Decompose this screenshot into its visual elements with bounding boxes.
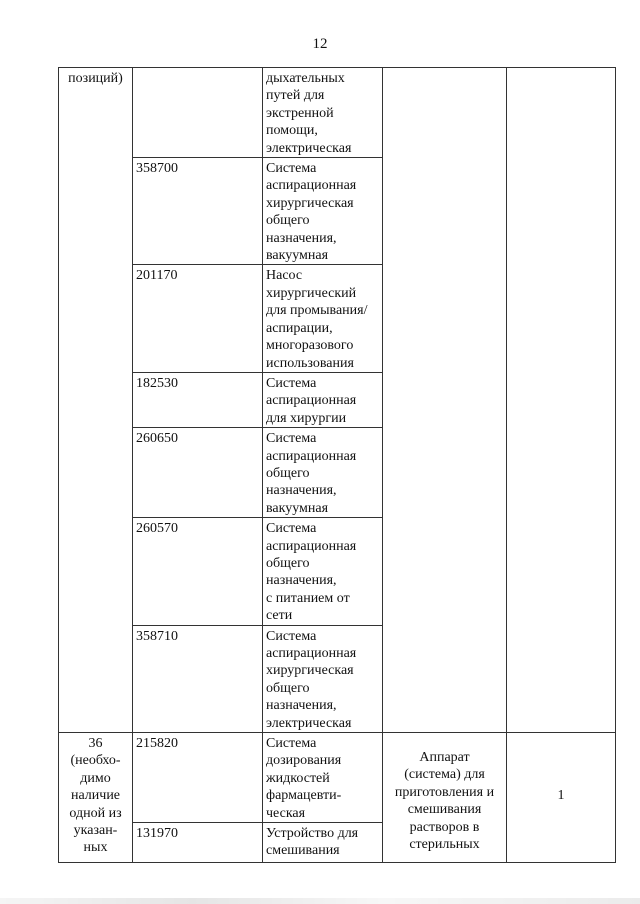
type-cell [263,733,383,823]
type-line: для промывания/ [266,303,368,319]
type-line: назначения, [266,230,337,246]
type-line: Система [266,161,317,177]
equipment-name-line: растворов в [409,819,480,835]
equipment-name-line: смешивания [407,802,482,818]
type-line: смешивания [266,843,340,859]
type-line: Устройство для [266,826,359,842]
code-value: 358700 [136,161,178,177]
group-label-line: ных [83,840,108,856]
equipment-name-line: Аппарат [419,750,470,766]
code-cell [133,625,263,732]
code-value: 182530 [136,375,178,391]
code-value: 215820 [136,736,178,752]
code-cell [133,823,263,863]
table-row [59,68,616,158]
group-label-line: димо [80,770,111,786]
group-number-cell [59,68,133,733]
code-cell [133,428,263,518]
type-line: хирургическая [266,195,354,211]
type-cell [263,428,383,518]
type-line: дыхательных [266,71,345,86]
type-line: назначения, [266,698,337,714]
group-label-line: (необхо- [70,753,121,769]
quantity-cell [507,68,616,733]
code-value: 358710 [136,628,178,644]
type-cell [263,265,383,372]
equipment-table [58,67,616,863]
type-line: аспирационная [266,178,357,194]
type-line: Система [266,628,317,644]
page-number: 12 [312,36,328,52]
type-line: общего [266,555,310,571]
group-label-line: 36 [88,736,103,752]
code-cell [133,158,263,265]
code-value: 201170 [136,268,178,284]
type-line: аспирационная [266,538,357,554]
type-line: аспирационная [266,646,357,661]
code-cell [133,733,263,823]
type-line: назначения, [266,573,337,589]
quantity-value: 1 [557,788,565,804]
type-line: хирургическая [266,663,354,679]
equipment-name-cell [383,68,507,733]
code-cell [133,265,263,372]
type-line: использования [266,355,354,371]
type-line: аспирации, [266,320,333,336]
type-line: фармацевти- [266,788,342,804]
equipment-name-line: стерильных [409,837,480,853]
type-line: общего [266,213,310,229]
group-label-line: позиций) [68,71,123,86]
type-line: дозирования [266,753,342,769]
type-cell [263,158,383,265]
type-line: с питанием от [266,590,350,606]
type-line: Система [266,521,317,537]
table-row [59,733,616,823]
group-number-cell [59,733,133,863]
type-cell [263,518,383,625]
type-cell [263,372,383,427]
equipment-name-line: (система) для [404,767,485,783]
code-cell [133,372,263,427]
equipment-name-line: приготовления и [394,784,495,800]
type-line: многоразового [266,338,354,354]
quantity-cell [507,733,616,863]
scan-edge [0,898,640,904]
type-line: хирургический [266,285,357,301]
type-line: для хирургии [266,410,347,426]
type-cell [263,625,383,732]
type-line: Насос [266,268,303,284]
type-line: путей для [266,88,325,104]
type-line: Система [266,431,317,447]
type-cell [263,823,383,863]
code-value: 260650 [136,431,178,447]
code-value: 260570 [136,521,178,537]
code-cell [133,68,263,158]
type-cell [263,68,383,158]
equipment-name-cell [383,733,507,863]
group-label-line: указан- [73,823,118,839]
type-line: Система [266,736,317,752]
type-line: электрическая [266,715,352,731]
type-line: общего [266,465,310,481]
type-line: аспирационная [266,393,357,409]
group-label-line: наличие [70,788,121,804]
code-value: 131970 [136,826,178,842]
type-line: сети [266,608,293,624]
type-line: ческая [266,805,306,821]
type-line: жидкостей [266,770,330,786]
type-line: назначения, [266,483,337,499]
group-label-line: одной из [69,805,122,821]
type-line: вакуумная [266,500,329,516]
type-line: общего [266,680,310,696]
type-line: аспирационная [266,448,357,464]
type-line: Система [266,375,317,391]
type-line: экстренной [266,105,334,121]
type-line: вакуумная [266,248,329,264]
code-cell [133,518,263,625]
type-line: помощи, [266,123,318,139]
type-line: электрическая [266,140,352,156]
